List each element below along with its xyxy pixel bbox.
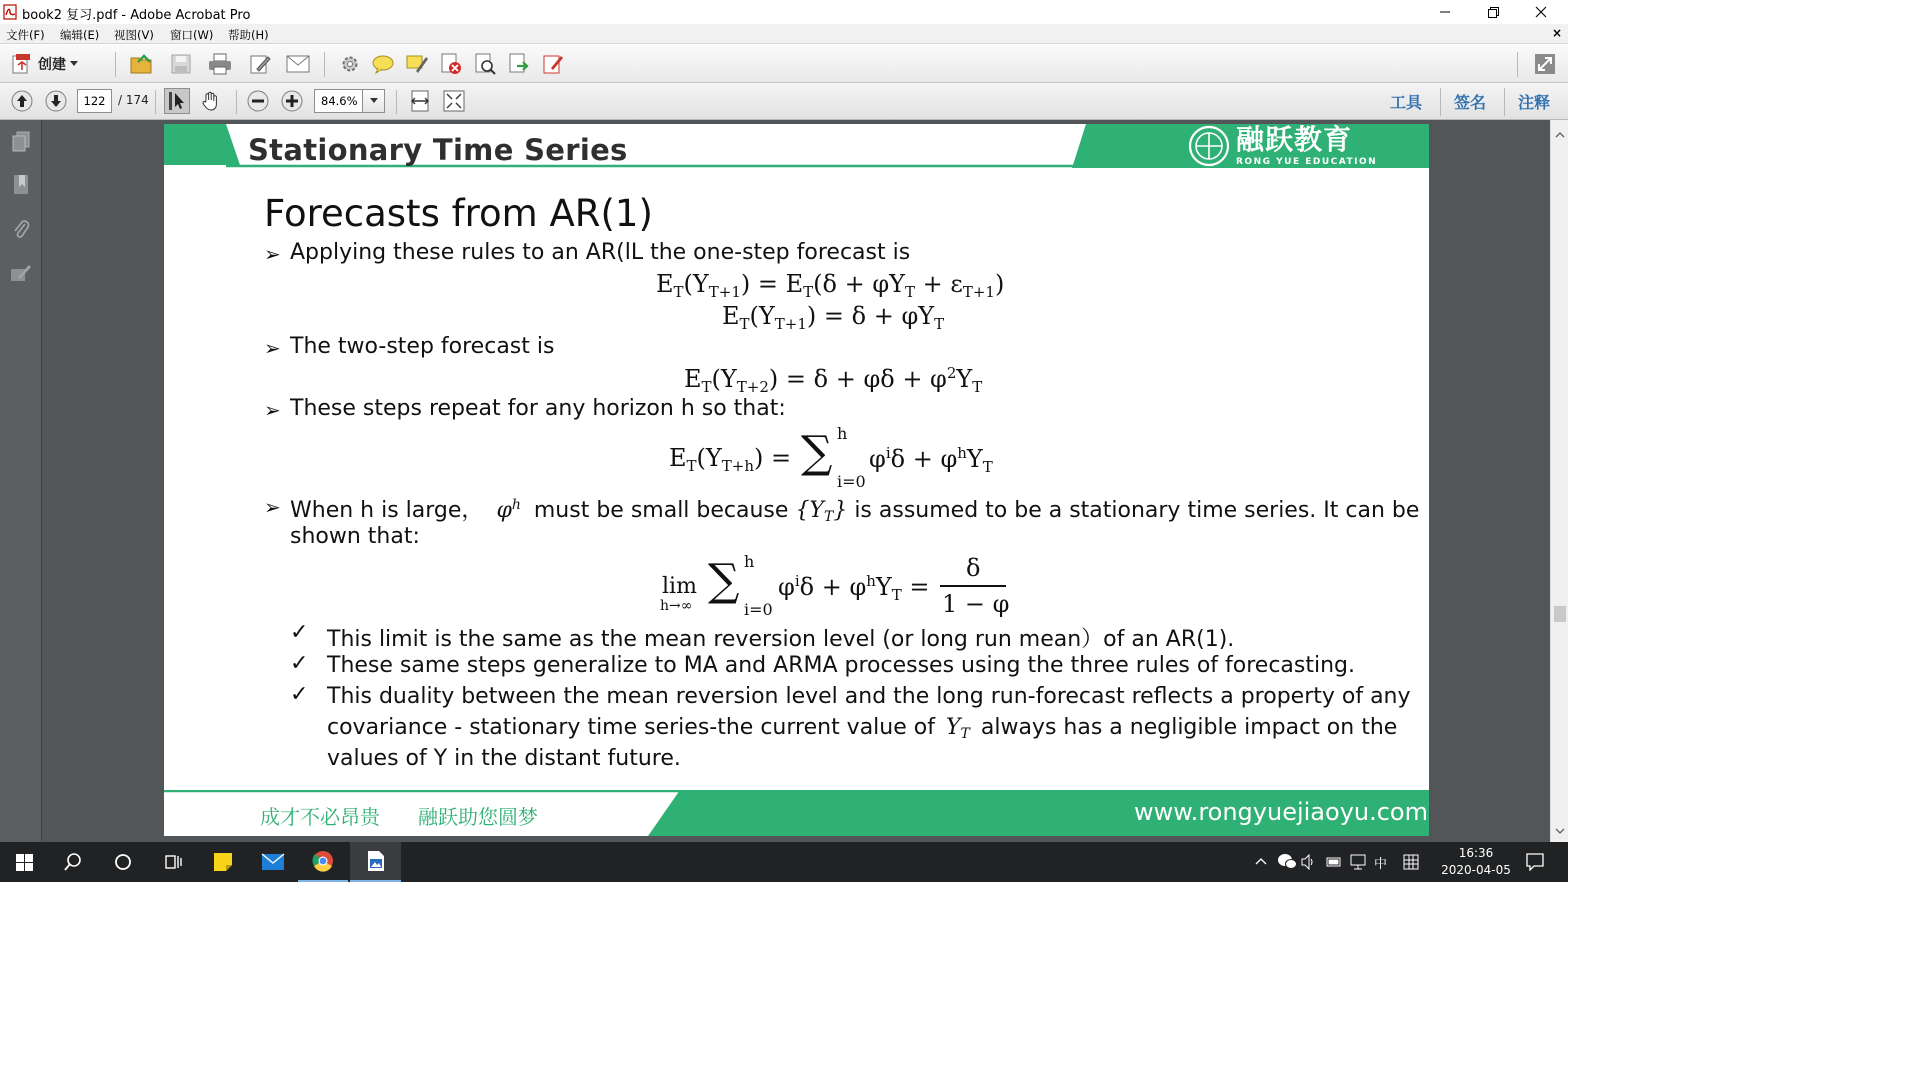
expand-icon	[1534, 53, 1556, 75]
page-thumbnails-button[interactable]	[8, 129, 34, 155]
clock-time: 16:36	[1458, 846, 1494, 860]
close-icon	[1535, 6, 1547, 18]
zoom-input[interactable]: 84.6%	[314, 89, 363, 113]
comment-button[interactable]	[370, 51, 396, 77]
wechat-icon[interactable]	[1277, 853, 1297, 871]
email-button[interactable]	[285, 51, 311, 77]
fullscreen-button[interactable]	[1532, 51, 1558, 77]
menu-help[interactable]: 帮助(H)	[228, 28, 269, 42]
logo-english-text: RONG YUE EDUCATION	[1236, 157, 1378, 167]
page-total: / 174	[118, 93, 149, 107]
yt-symbol: $Y_T$	[945, 715, 970, 742]
print-button[interactable]	[207, 51, 233, 77]
delete-page-icon	[440, 53, 462, 75]
find-button[interactable]	[472, 51, 498, 77]
scrollbar-thumb[interactable]	[1554, 606, 1566, 622]
chevron-up-icon	[1555, 132, 1565, 138]
check-item-duality-line3: values of Y in the distant future.	[327, 746, 681, 771]
comment-icon	[372, 54, 394, 74]
create-button[interactable]	[10, 51, 78, 77]
close-button[interactable]	[1518, 0, 1564, 24]
check-item-duality-line2-post: always has a negligible impact on the	[980, 715, 1398, 740]
hand-tool-button[interactable]	[198, 88, 224, 114]
yt-set-symbol: $\{Y_T\}$	[795, 498, 848, 525]
edit-button[interactable]	[247, 51, 273, 77]
bullet-arrow-icon: ➢	[264, 495, 281, 519]
sign-edit-icon	[542, 53, 564, 75]
windows-taskbar	[0, 842, 1568, 882]
tab-divider	[1504, 88, 1505, 116]
slide-header-title: Stationary Time Series	[248, 133, 628, 167]
bullet-arrow-icon: ➢	[264, 336, 281, 360]
fit-width-icon	[410, 90, 430, 112]
equation-two-step: $E_T(Y_{T+2}) = \delta + \varphi\delta + \varphi^2Y_T$	[684, 364, 983, 396]
navigation-pane	[0, 120, 42, 842]
clock-date: 2020-04-05	[1441, 863, 1511, 877]
arrow-down-icon	[45, 90, 67, 112]
highlight-icon	[406, 53, 428, 75]
toolbar-divider	[236, 90, 237, 114]
chrome-icon	[312, 850, 334, 872]
check-item-duality-line2-pre: covariance - stationary time series-the current value of	[327, 715, 935, 740]
select-tool-button[interactable]	[164, 88, 190, 114]
open-folder-icon	[130, 53, 154, 75]
bullet-large-h-end: is assumed to be a stationary time series. It can be	[854, 498, 1420, 523]
taskbar-chrome[interactable]	[298, 842, 348, 882]
footer-slogan-1: 成才不必昂贵	[260, 805, 380, 829]
taskbar-mail[interactable]	[248, 842, 298, 882]
edit-icon	[249, 53, 271, 75]
menu-window[interactable]: 窗口(W)	[170, 28, 214, 42]
checkmark-icon: ✓	[290, 620, 309, 645]
brand-logo	[1188, 125, 1377, 167]
title-bar	[0, 0, 1568, 24]
delete-page-button[interactable]	[438, 51, 464, 77]
create-pdf-icon	[10, 52, 34, 76]
fit-width-button[interactable]	[407, 88, 433, 114]
sticky-notes-icon	[213, 852, 233, 872]
tab-divider	[1440, 88, 1441, 116]
highlight-button[interactable]	[404, 51, 430, 77]
save-icon	[171, 54, 191, 74]
equation-one-step-b: $E_T(Y_{T+1}) = \delta + \varphi Y_T$	[722, 302, 945, 333]
bullet-large-h-line2: shown that:	[290, 524, 420, 549]
input-method-indicator[interactable]: 中	[1374, 857, 1388, 872]
settings-icon	[340, 54, 360, 74]
tray-chevron-up-icon[interactable]	[1255, 857, 1267, 865]
zoom-in-button[interactable]	[279, 88, 305, 114]
fit-page-button[interactable]	[441, 88, 467, 114]
hand-icon	[201, 91, 221, 111]
paperclip-icon	[12, 218, 30, 240]
slide-footer	[164, 790, 1429, 836]
search-icon	[64, 853, 82, 871]
close-document-button[interactable]: ×	[1551, 26, 1562, 40]
menu-view[interactable]: 视图(V)	[114, 28, 154, 42]
pages-icon	[11, 131, 31, 153]
bullet-large-h	[290, 493, 1419, 525]
main-toolbar	[0, 45, 1568, 83]
checkmark-icon: ✓	[290, 651, 309, 676]
phi-h-symbol: $\varphi^h$	[496, 497, 521, 523]
slide-heading: Forecasts from AR(1)	[264, 192, 653, 235]
tab-tools[interactable]: 工具	[1390, 93, 1423, 112]
arrow-up-icon	[11, 90, 33, 112]
export-button[interactable]	[506, 51, 532, 77]
pdf-page	[164, 124, 1429, 836]
toolbar-divider	[115, 52, 116, 77]
cortana-button[interactable]	[98, 842, 148, 882]
page-number-input[interactable]: 122	[77, 89, 112, 113]
taskbar-sticky-notes[interactable]	[198, 842, 248, 882]
window-title: book2 复习.pdf - Adobe Acrobat Pro	[22, 8, 251, 23]
settings-button[interactable]	[337, 51, 363, 77]
keyboard-layout-icon[interactable]	[1403, 854, 1419, 870]
find-icon	[474, 53, 496, 75]
tab-sign[interactable]: 签名	[1454, 93, 1487, 112]
open-button[interactable]	[129, 51, 155, 77]
acrobat-icon	[367, 850, 385, 872]
bullet-arrow-icon: ➢	[264, 398, 281, 422]
bullet-large-h-mid: must be small because	[533, 498, 789, 523]
check-item-generalize: These same steps generalize to MA and ARMA processes using the three rules of forecasting.	[327, 653, 1356, 678]
logo-emblem-icon	[1188, 125, 1230, 167]
footer-slogan-2: 融跃助您圆梦	[418, 805, 538, 829]
network-icon[interactable]	[1350, 854, 1368, 870]
minimize-icon	[1440, 7, 1450, 17]
vertical-scrollbar[interactable]	[1550, 120, 1568, 842]
logo-chinese-text: 融跃教育	[1236, 124, 1353, 156]
footer-url: www.rongyuejiaoyu.com	[1134, 798, 1428, 826]
create-button-label: 创建	[38, 57, 66, 73]
cortana-icon	[114, 853, 132, 871]
battery-icon[interactable]	[1326, 855, 1342, 869]
task-view-icon	[163, 853, 183, 871]
volume-icon[interactable]	[1301, 854, 1317, 870]
chevron-down-icon	[1555, 828, 1565, 834]
check-item-duality-line1: This duality between the mean reversion level and the long run-forecast reflects a property of any	[327, 684, 1411, 709]
email-icon	[286, 55, 310, 73]
start-button[interactable]	[0, 842, 48, 882]
zoom-out-icon	[247, 90, 269, 112]
minimize-button[interactable]	[1422, 0, 1468, 24]
bullet-horizon: These steps repeat for any horizon h so that:	[290, 396, 786, 421]
equation-h-step: $E_T(Y_{T+h})$ = ∑ h i=0 $\varphi^i\delta + \varphi^hY_T$	[669, 424, 993, 491]
fit-page-icon	[443, 90, 465, 112]
notification-center-icon[interactable]	[1526, 853, 1544, 871]
save-button[interactable]	[168, 51, 194, 77]
toolbar-divider	[155, 90, 156, 114]
signature-icon	[10, 263, 32, 283]
menu-edit[interactable]: 编辑(E)	[60, 28, 100, 42]
bookmarks-button[interactable]	[8, 172, 34, 198]
check-item-mean-reversion: This limit is the same as the mean reversion level (or long run mean）of an AR(1).	[327, 627, 1235, 652]
restore-button[interactable]	[1470, 0, 1516, 24]
bullet-large-h-pre: When h is large，	[290, 498, 484, 523]
zoom-in-icon	[281, 90, 303, 112]
tab-comment[interactable]: 注释	[1518, 93, 1551, 112]
next-page-button[interactable]	[43, 88, 69, 114]
bullet-one-step: Applying these rules to an AR(lL the one-step forecast is	[290, 240, 911, 265]
windows-logo-icon	[16, 854, 33, 871]
cursor-icon	[168, 91, 186, 111]
export-icon	[508, 53, 530, 75]
taskbar-acrobat[interactable]	[350, 842, 401, 882]
bookmark-icon	[12, 174, 30, 196]
mail-icon	[261, 853, 285, 871]
equation-one-step-a: $E_T(Y_{T+1}) = E_T(\delta + \varphi Y_T + \varepsilon_{T+1})$	[656, 270, 1005, 301]
signatures-button[interactable]	[8, 260, 34, 286]
equation-limit: lim h→∞ ∑ h i=0 $\varphi^i\delta + \varphi^hY_T$ = δ 1 − φ	[660, 552, 1010, 619]
zoom-dropdown-button[interactable]	[363, 89, 385, 113]
taskbar-clock[interactable]	[1434, 845, 1518, 879]
chevron-down-icon	[370, 98, 378, 104]
toolbar-divider	[396, 90, 397, 114]
check-item-duality-line2	[327, 715, 1397, 742]
zoom-out-button[interactable]	[245, 88, 271, 114]
print-icon	[208, 53, 232, 75]
restore-icon	[1488, 7, 1499, 18]
sign-edit-button[interactable]	[540, 51, 566, 77]
acrobat-app-icon	[3, 4, 18, 20]
attachments-button[interactable]	[8, 216, 34, 242]
checkmark-icon: ✓	[290, 682, 309, 707]
chevron-down-icon	[70, 61, 78, 67]
toolbar-divider	[324, 52, 325, 77]
bullet-arrow-icon: ➢	[264, 242, 281, 266]
menu-bar	[0, 24, 1568, 44]
previous-page-button[interactable]	[9, 88, 35, 114]
menu-file[interactable]: 文件(F)	[6, 28, 45, 42]
bullet-two-step: The two-step forecast is	[290, 334, 555, 359]
task-view-button[interactable]	[148, 842, 198, 882]
search-button[interactable]	[48, 842, 98, 882]
toolbar-divider	[1517, 52, 1518, 77]
